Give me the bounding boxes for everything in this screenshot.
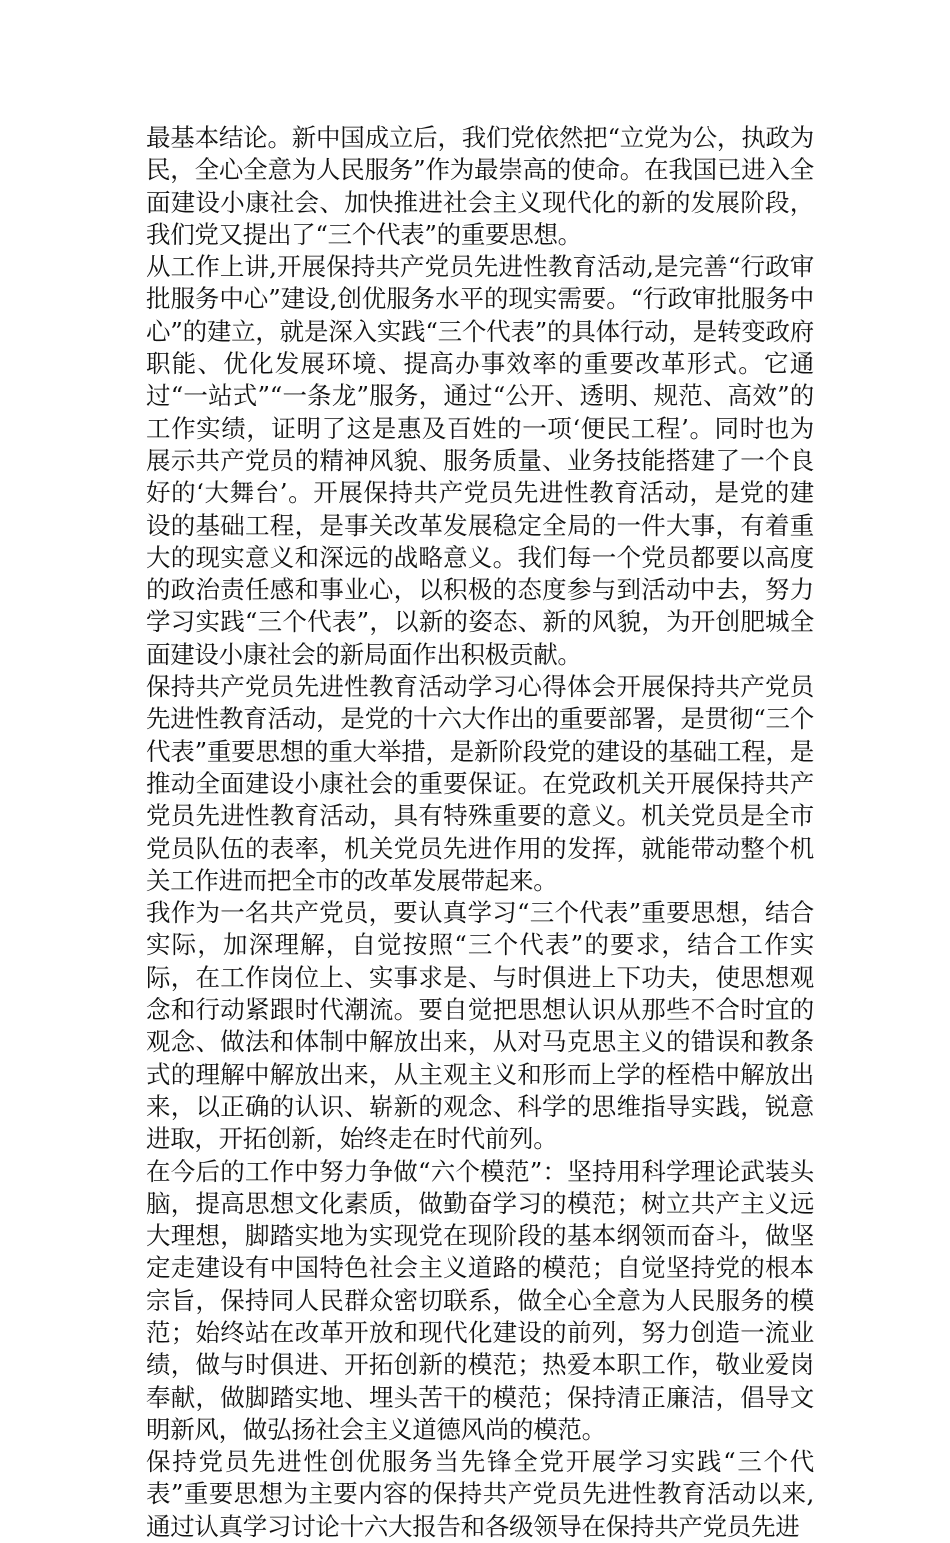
paragraph-work-perspective: 从工作上讲,开展保持共产党员先进性教育活动,是完善“行政审批服务中心”建设,创优服务水平的现实需要。“行政审批服务中心”的建立，就是深入实践“三个代表”的具体行动，是转变政府职能、优化发展环境、提高办事效率的重要改革形式。它通过“一站式”“一条龙”服务，通过“公开、透明、规范、高效”的工作实绩，证明了这是惠及百姓的一项‘便民工程’。同时也为展示共产党员的精神风貌、服务质量、业务技能搭建了一个良好的‘大舞台’。开展保持共产党员先进性教育活动，是党的建设的基础工程，是事关改革发展稳定全局的一件大事，有着重大的现实意义和深远的战略意义。我们每一个党员都要以高度的政治责任感和事业心，以积极的态度参与到活动中去，努力学习实践“三个代表”，以新的姿态、新的风貌，为开创肥城全面建设小康社会的新局面作出积极贡献。	[146, 252, 814, 669]
paragraph-six-models: 在今后的工作中努力争做“六个模范”：坚持用科学理论武装头脑，提高思想文化素质，做勤奋学习的模范；树立共产主义远大理想，脚踏实地为实现党在现阶段的基本纲领而奋斗，做坚定走建设有中国特色社会主义道路的模范；自觉坚持党的根本宗旨，保持同人民群众密切联系，做全心全意为人民服务的模范；始终站在改革开放和现代化建设的前列，努力创造一流业绩，做与时俱进、开拓创新的模范；热爱本职工作，敬业爱岗奉献，做脚踏实地、埋头苦干的模范；保持清正廉洁，倡导文明新风，做弘扬社会主义道德风尚的模范。	[146, 1156, 814, 1444]
paragraph-vanguard-service: 保持党员先进性创优服务当先锋全党开展学习实践“三个代表”重要思想为主要内容的保持共产党员先进性教育活动以来,通过认真学习讨论十六大报告和各级领导在保持共产党员先进	[146, 1447, 814, 1541]
document-body	[146, 122, 814, 1543]
paragraph-study-experience: 保持共产党员先进性教育活动学习心得体会开展保持共产党员先进性教育活动，是党的十六大作出的重要部署，是贯彻“三个代表”重要思想的重大举措，是新阶段党的建设的基础工程，是推动全面建设小康社会的重要保证。在党政机关开展保持共产党员先进性教育活动，具有特殊重要的意义。机关党员是全市党员队伍的表率，机关党员先进作用的发挥，就能带动整个机关工作进而把全市的改革发展带起来。	[146, 672, 814, 895]
paragraph-personal-commitment: 我作为一名共产党员，要认真学习“三个代表”重要思想，结合实际，加深理解，自觉按照“三个代表”的要求，结合工作实际，在工作岗位上、实事求是、与时俱进上下功夫，使思想观念和行动紧跟时代潮流。要自觉把思想认识从那些不合时宜的观念、做法和体制中解放出来，从对马克思主义的错误和教条式的理解中解放出来，从主观主义和形而上学的桎梏中解放出来，以正确的认识、崭新的观念、科学的思维指导实践，锐意进取，开拓创新，始终走在时代前列。	[146, 898, 814, 1154]
paragraph-conclusion: 最基本结论。新中国成立后，我们党依然把“立党为公，执政为民，全心全意为人民服务”作为最崇高的使命。在我国已进入全面建设小康社会、加快推进社会主义现代化的新的发展阶段，我们党又提出了“三个代表”的重要思想。	[146, 123, 814, 249]
